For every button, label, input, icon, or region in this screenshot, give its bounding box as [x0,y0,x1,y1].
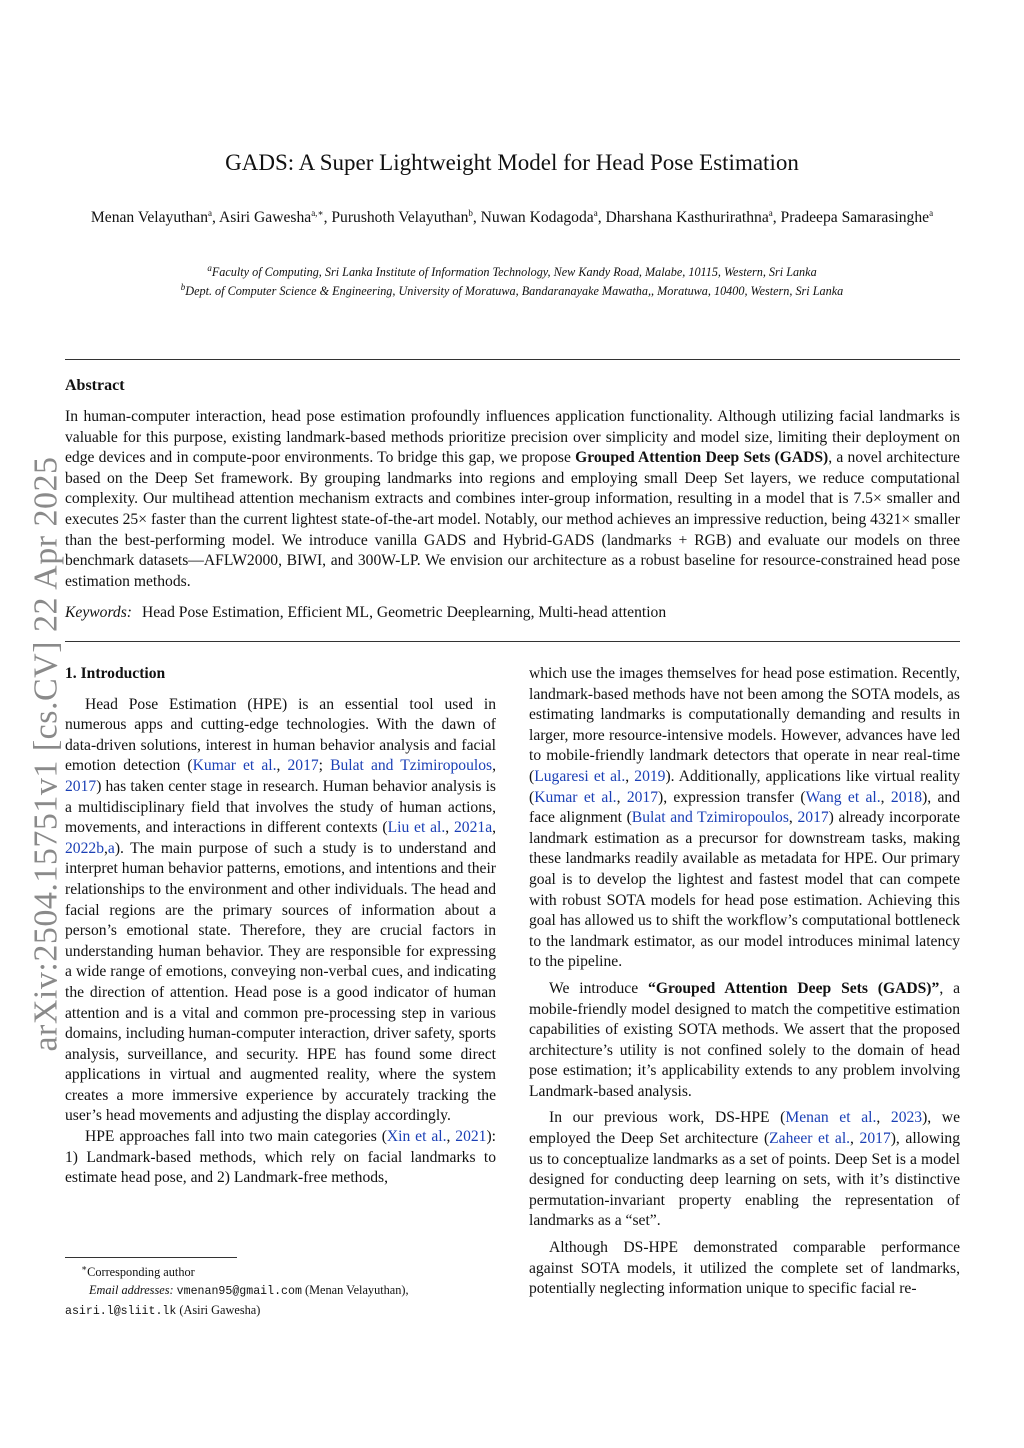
right-column [529,664,960,1300]
paragraph: Although DS-HPE demonstrated comparable performance against SOTA models, it utilized the complete set of landmarks, potentially neglecting information unique to specific facial re- [529,1239,960,1298]
citation-link[interactable]: Bulat and Tzimiropoulos [330,757,493,775]
keywords: Keywords: Head Pose Estimation, Efficient ML, Geometric Deeplearning, Multi-head attention [65,604,667,621]
citation-link[interactable]: 2017 [797,809,829,827]
citation-link[interactable]: 2018 [890,788,923,806]
abstract-body: In human-computer interaction, head pose estimation profoundly influences application functionality. Although utilizing facial landmarks is valuable for this purpose, existing landmark-based methods prioritize precision over simplicity and model size, limiting their deployment on edge devices and in compute-poor environments. To bridge this gap, we propose Grouped Attention Deep Sets (GADS), a novel architecture based on the Deep Set framework. By grouping landmarks into regions and employing small Deep Set layers, we reduce computational complexity. Our multihead attention mechanism extracts and combines inter-group information, resulting in a model that is 7.5× smaller and executes 25× faster than the current lightest state-of-the-art model. Notably, our method achieves an impressive reduction, being 4321× smaller than the best-performing model. We introduce vanilla GADS and Hybrid-GADS (landmarks + RGB) and evaluate our models on three benchmark datasets—AFLW2000, BIWI, and 300W-LP. We envision our architecture as a robust baseline for resource-constrained head pose estimation methods. [65,408,960,590]
citation-link[interactable]: 2023 [890,1109,923,1127]
author: Dharshana Kasthurirathna$^a$ [605,207,773,226]
abstract-heading: Abstract [65,377,125,394]
citation-link[interactable]: Bulat and Tzimiropoulos [631,809,789,827]
email-link[interactable]: asiri.l@sliit.lk [65,1305,177,1318]
citation-link[interactable]: Xin et al. [386,1128,447,1146]
paragraph: We introduce “Grouped Attention Deep Sets (GADS)”, a mobile-friendly model designed to match the competitive estimation capabilities of existing SOTA methods. We assert that the proposed architecture’s utility is not confined solely to the domain of head pose estimation; it’s applicability extends to any problem involving Landmark-based analysis. [529,979,960,1100]
citation-link[interactable]: Kumar et al. [534,788,617,806]
author: Menan Velayuthan$^a$ [90,207,212,226]
paragraph: HPE approaches fall into two main categories (Xin et al., 2021): 1) Landmark-based methods, which rely on facial landmarks to estimate head pose, and 2) Landmark-free methods, [65,1128,496,1187]
author: Nuwan Kodagoda$^a$ [480,207,598,226]
citation-link[interactable]: Lugaresi et al. [534,767,626,785]
paragraph: Head Pose Estimation (HPE) is an essential tool used in numerous apps and cutting-edge technologies. With the dawn of data-driven solutions, interest in human behavior analysis and facial emotion detection (Kumar et al., 2017; Bulat and Tzimiropoulos, 2017) has taken center stage in research. Human behavior analysis is a multidisciplinary field that involves the study of human actions, movements, and interactions in different contexts (Liu et al., 2021a, 2022b,a). The main purpose of such a study is to understand and interpret human behavior patterns, emotions, and intentions and their relationships to the environment and other individuals. The head and facial regions are the primary sources of information about a person’s emotional state. Therefore, they are crucial factors in understanding human behavior. They are responsible for expressing a wide range of emotions, conveying non-verbal cues, and indicating the direction of attention. Head pose is a good indicator of human attention and is a vital and common pre-processing step in various domains, including human-computer interaction, driver safety, sports analysis, surveillance, and security. HPE has found some direct applications in virtual and augmented reality, where the system creates a more immersive experience by accurately tracking the user’s head movements and adjusting the display accordingly. [65,695,497,1125]
affiliation: $^a$Faculty of Computing, Sri Lanka Institute of Information Technology, New Kandy Road, Malabe, 10115, Western, Sri Lanka [207,262,817,279]
section-heading: 1. Introduction [65,665,166,682]
affiliation: $^b$Dept. of Computer Science & Engineering, University of Moratuwa, Bandaranayake Mawatha,, Moratuwa, 10400, Western, Sri Lanka [180,281,844,298]
citation-link[interactable]: Zaheer et al. [769,1130,851,1148]
email-link[interactable]: vmenan95@gmail.com [176,1285,302,1298]
top-rule [65,359,960,360]
citation-link[interactable]: Liu et al. [387,819,446,837]
citation-link[interactable]: 2017 [65,777,97,795]
author: Purushoth Velayuthan$^b$ [331,207,473,226]
paragraph: In our previous work, DS-HPE (Menan et al., 2023), we employed the Deep Set architecture (Zaheer et al., 2017), allowing us to conceptualize landmarks as a set of points. Deep Set is a model designed for conducting deep learning on sets, with it’s distinctive permutation-invariant property enabling the representation of landmarks as a “set”. [529,1109,960,1230]
citation-link[interactable]: a [107,839,115,857]
left-column [65,664,496,1189]
abstract-rule [65,641,960,642]
citation-link[interactable]: Kumar et al. [192,757,277,775]
author-list: Menan Velayuthan$^a$, Asiri Gawesha$^{a,∗}$, Purushoth Velayuthan$^b$, Nuwan Kodagoda$^a$, Dharshana Kasthurirathna$^a$, Pradeepa Samarasinghe$^a$ [90,207,934,226]
paper-title: GADS: A Super Lightweight Model for Head Pose Estimation [225,150,799,175]
citation-link[interactable]: 2017 [859,1130,891,1148]
affiliations [0,263,1024,301]
citation-link[interactable]: 2021 [455,1128,487,1146]
paragraph: which use the images themselves for head pose estimation. Recently, landmark-based methods have not been among the SOTA models, as estimating landmarks is computationally demanding and results in larger, more resource-intensive models. However, advances have led to mobile-friendly landmark detectors that operate in near real-time (Lugaresi et al., 2019). Additionally, applications like virtual reality (Kumar et al., 2017), expression transfer (Wang et al., 2018), and face alignment (Bulat and Tzimiropoulos, 2017) already incorporate landmark estimation as a precursor for downstream tasks, making these landmarks readily available as metadata for HPE. Our primary goal is to develop the lightest and fastest model that can compete with robust SOTA models for head pose estimation. Achieving this goal has allowed us to shift the workflow’s computational bottleneck to the landmark estimator, as our model introduces minimal latency to the pipeline. [529,665,961,971]
citation-link[interactable]: 2017 [287,757,319,775]
citation-link[interactable]: Wang et al. [805,788,881,806]
citation-link[interactable]: 2019 [634,767,666,785]
citation-link[interactable]: Menan et al. [785,1109,877,1127]
footnote: ∗Corresponding author Email addresses: vmenan95@gmail.com (Menan Velayuthan), asiri.l@sliit.lk (Asiri Gawesha) [65,1262,409,1318]
author: Pradeepa Samarasinghe$^a$ [780,207,934,226]
footnote-rule [65,1257,237,1258]
citation-link[interactable]: 2022b [65,839,104,857]
author: Asiri Gawesha$^{a,∗}$ [218,207,324,226]
arxiv-stamp: arXiv:2504.15751v1 [cs.CV] 22 Apr 2025 [28,456,65,1052]
citation-link[interactable]: 2017 [626,788,658,806]
citation-link[interactable]: 2021a [454,819,493,837]
